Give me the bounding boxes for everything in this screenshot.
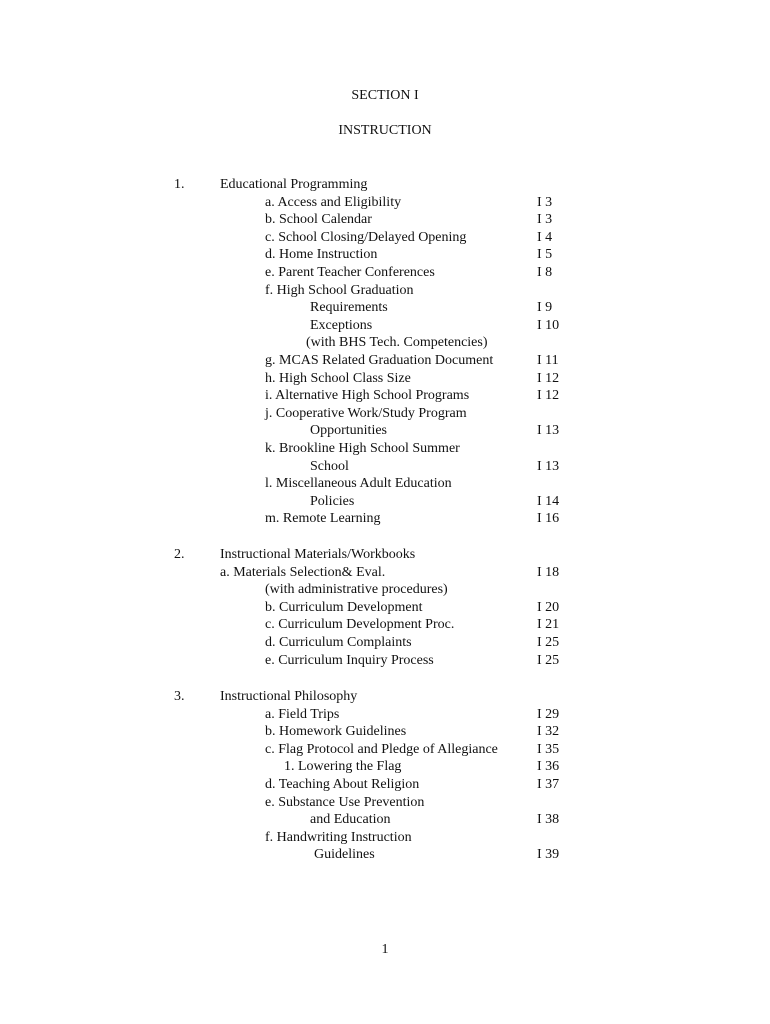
toc-entry-page: I 10 [537, 317, 560, 333]
toc-entry-title: c. Flag Protocol and Pledge of Allegiance [265, 741, 498, 757]
toc-section-number: 1. [174, 177, 185, 192]
toc-entry-title: m. Remote Learning [265, 511, 381, 527]
toc-entry-page: I 9 [537, 300, 553, 316]
toc-entry-title: i. Alternative High School Programs [265, 388, 470, 404]
toc-entry-title: b. School Calendar [265, 212, 372, 228]
toc-entry-title: d. Curriculum Complaints [265, 635, 412, 650]
toc-entry-page: I 32 [537, 724, 560, 740]
toc-entry-title: h. High School Class Size [265, 370, 411, 386]
toc-entry-title: Exceptions [310, 317, 373, 333]
toc-entry-title: Policies [310, 493, 355, 509]
toc-entry-page: I 25 [537, 635, 560, 650]
toc-entry-title: d. Teaching About Religion [265, 777, 420, 792]
toc-section-title: Instructional Materials/Workbooks [220, 547, 416, 562]
toc-entry-title: d. Home Instruction [265, 247, 378, 263]
toc-entry-page: I 37 [537, 777, 560, 792]
toc-section-title: Educational Programming [220, 177, 368, 192]
toc-entry-page: I 36 [537, 759, 560, 775]
toc-entry-title: a. Access and Eligibility [265, 194, 402, 210]
toc-entry-title: f. Handwriting Instruction [265, 829, 412, 845]
toc-entry-title: 1. Lowering the Flag [284, 759, 402, 775]
section-subtitle: INSTRUCTION [338, 123, 432, 138]
toc-entry-title: a. Materials Selection& Eval. [220, 564, 386, 580]
toc-entry-page: I 3 [537, 194, 553, 210]
toc-entry-page: I 38 [537, 812, 560, 828]
toc-entry-page: I 3 [537, 212, 553, 228]
toc-entry-title: c. School Closing/Delayed Opening [265, 229, 467, 245]
toc-entry-page: I 14 [537, 493, 560, 509]
toc-entry-title: (with administrative procedures) [265, 582, 448, 598]
toc-entry-title: f. High School Graduation [265, 282, 414, 298]
toc-entry-page: I 12 [537, 388, 560, 404]
toc-entry-title: b. Homework Guidelines [265, 724, 407, 740]
toc-entry-title: b. Curriculum Development [265, 599, 423, 615]
toc-entry-title: (with BHS Tech. Competencies) [306, 335, 488, 351]
section-title: SECTION I [351, 88, 419, 103]
toc-entry-title: Opportunities [310, 423, 387, 439]
toc-entry-page: I 18 [537, 564, 560, 580]
toc-entry-title: e. Curriculum Inquiry Process [265, 652, 434, 668]
toc-entry-page: I 16 [537, 511, 560, 527]
toc-entry-title: a. Field Trips [265, 706, 340, 722]
toc-entry-title: g. MCAS Related Graduation Document [265, 353, 494, 368]
toc-entry-title: k. Brookline High School Summer [265, 441, 460, 456]
toc-entry-title: j. Cooperative Work/Study Program [265, 405, 467, 421]
toc-entry-title: and Education [310, 812, 391, 828]
toc-entry-page: I 25 [537, 652, 560, 668]
toc-entry-page: I 13 [537, 458, 560, 474]
toc-section-number: 3. [174, 689, 185, 704]
toc-entry-page: I 12 [537, 370, 560, 386]
toc-entry-title: Requirements [310, 300, 388, 316]
toc-entry-page: I 35 [537, 741, 560, 757]
toc-entry-page: I 29 [537, 706, 560, 722]
toc-entry-title: l. Miscellaneous Adult Education [265, 476, 452, 492]
toc-section-number: 2. [174, 547, 185, 562]
toc-entry-title: e. Substance Use Prevention [265, 794, 425, 810]
toc-entry-title: c. Curriculum Development Proc. [265, 617, 455, 633]
toc-entry-page: I 39 [537, 847, 560, 863]
toc-entry-page: I 8 [537, 265, 553, 280]
toc-entry-page: I 4 [537, 229, 553, 245]
toc-entry-page: I 11 [537, 353, 559, 368]
toc-entry-page: I 5 [537, 247, 553, 263]
toc-entry-page: I 20 [537, 599, 560, 615]
page-number: 1 [381, 942, 389, 957]
toc-entry-title: e. Parent Teacher Conferences [265, 265, 435, 280]
toc-entry-title: Guidelines [314, 847, 375, 863]
toc-entry-page: I 13 [537, 423, 560, 439]
toc-entry-page: I 21 [537, 617, 560, 633]
toc-entry-title: School [310, 458, 349, 474]
toc-section-title: Instructional Philosophy [220, 689, 358, 704]
